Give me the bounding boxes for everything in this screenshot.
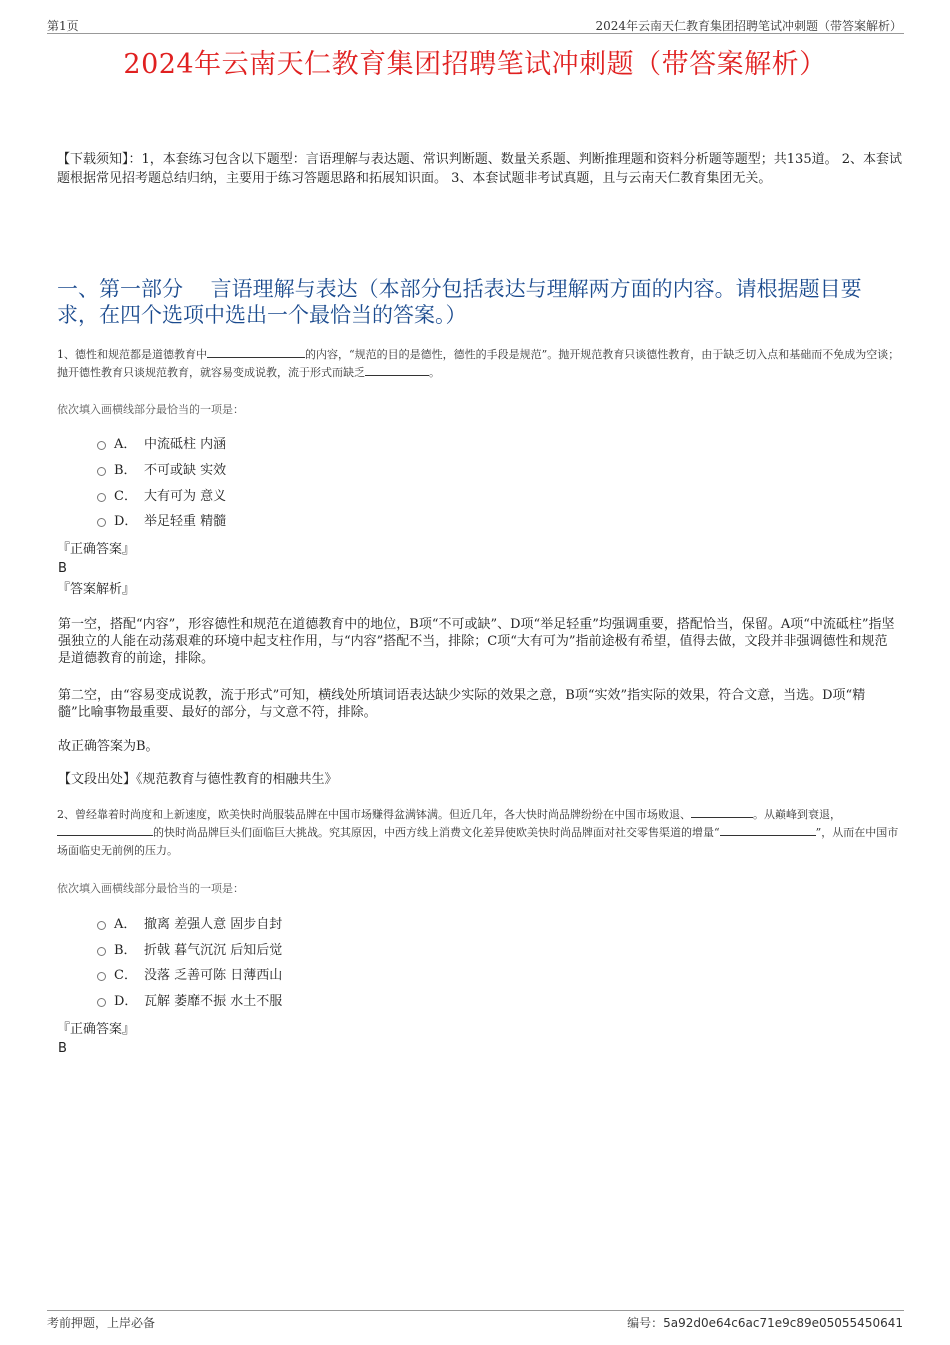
source-label: 【文段出处】	[58, 772, 137, 787]
option-text: 折戟 暮气沉沉 后知后觉	[144, 943, 283, 958]
question-2-part-c: 的快时尚品牌巨头们面临巨大挑战。究其原因，中西方线上消费文化差异使欧美快时尚品牌面对社交零售渠道的增量“	[153, 826, 720, 839]
option-text: 举足轻重 精髓	[144, 514, 227, 529]
option-text: 大有可为 意义	[144, 489, 227, 504]
q2-answer: B	[58, 1041, 67, 1056]
q1-option-a[interactable]	[97, 436, 226, 454]
question-1-part-a: 1、德性和规范都是道德教育中	[57, 348, 207, 361]
header-doc-title: 2024年云南天仁教育集团招聘笔试冲刺题（带答案解析）	[595, 19, 902, 33]
option-letter: D．	[114, 514, 138, 529]
question-1-prompt: 依次填入画横线部分最恰当的一项是：	[57, 403, 244, 416]
option-text: 撤离 差强人意 固步自封	[144, 917, 283, 932]
option-letter: C．	[114, 968, 137, 983]
q2-option-b[interactable]	[97, 942, 282, 960]
question-1-text	[57, 346, 903, 382]
footer-code	[627, 1314, 903, 1331]
q1-analysis-paragraph-1: 第一空，搭配“内容”，形容德性和规范在道德教育中的地位，B项“不可或缺”、D项“举足轻重”均强调重要，搭配恰当，保留。A项“中流砥柱”指坚强独立的人能在动荡艰难的环境中起支柱作用，与“内容”搭配不当，排除；C项“大有可为”指前途极有希望，值得去做，文段并非强调德性和规范是道德教育的前途，排除。	[58, 617, 895, 666]
q2-answer-label: 『正确答案』	[57, 1022, 136, 1037]
footer-slogan: 考前押题，上岸必备	[47, 1316, 156, 1330]
radio-icon[interactable]	[97, 947, 106, 956]
radio-icon[interactable]	[97, 441, 106, 450]
radio-icon[interactable]	[97, 467, 106, 476]
q1-option-b[interactable]	[97, 462, 226, 480]
question-2-part-a: 2、曾经靠着时尚度和上新速度，欧美快时尚服装品牌在中国市场赚得盆满钵满。但近几年，各大快时尚品牌纷纷在中国市场败退、	[57, 808, 691, 821]
option-text: 瓦解 萎靡不振 水土不服	[144, 994, 283, 1009]
radio-icon[interactable]	[97, 921, 106, 930]
page-number: 第1页	[47, 19, 79, 33]
q1-option-d[interactable]	[97, 513, 226, 531]
q1-answer: B	[58, 561, 67, 576]
blank-2	[365, 365, 429, 376]
question-2-text	[57, 806, 903, 860]
radio-icon[interactable]	[97, 493, 106, 502]
question-2-prompt: 依次填入画横线部分最恰当的一项是：	[57, 882, 244, 895]
blank-1	[207, 347, 305, 358]
option-letter: D．	[114, 994, 138, 1009]
blank-3	[720, 825, 816, 836]
q2-option-a[interactable]	[97, 916, 282, 934]
q1-option-c[interactable]	[97, 488, 226, 506]
option-letter: C．	[114, 489, 137, 504]
radio-icon[interactable]	[97, 518, 106, 527]
question-1-part-c: 。	[429, 366, 440, 379]
radio-icon[interactable]	[97, 998, 106, 1007]
blank-2	[57, 825, 153, 836]
q1-conclusion: 故正确答案为B。	[58, 739, 159, 754]
q2-option-c[interactable]	[97, 967, 282, 985]
option-text: 中流砥柱 内涵	[144, 437, 227, 452]
document-title: 2024年云南天仁教育集团招聘笔试冲刺题（带答案解析）	[123, 49, 827, 80]
q1-analysis-paragraph-2: 第二空，由“容易变成说教，流于形式”可知，横线处所填词语表达缺少实际的效果之意，B项“实效”指实际的效果，符合文意，当选。D项“精髓”比喻事物最重要、最好的部分，与文意不符，排除。	[58, 688, 866, 720]
question-1-part-b: 的内容，“规范的目的是德性，德性的手段是规范”。抛开规范教育只谈德性教育，由于缺乏切入点和基础而不免成为空谈；抛开德性教育只谈规范教育，就容易变成说教，流于形式而缺乏	[57, 348, 900, 379]
option-letter: A．	[114, 437, 137, 452]
question-2-part-d: ”，从而在中国市场面临史无前例的压力。	[57, 826, 899, 857]
footer-divider	[47, 1310, 904, 1311]
option-letter: B．	[114, 943, 137, 958]
code-value: 5a92d0e64c6ac71e9c89e05055450641	[663, 1316, 903, 1330]
option-letter: A．	[114, 917, 137, 932]
option-letter: B．	[114, 463, 137, 478]
option-text: 不可或缺 实效	[144, 463, 227, 478]
header-divider	[47, 33, 904, 34]
q2-option-d[interactable]	[97, 993, 282, 1011]
download-notice: 【下载须知】：1，本套练习包含以下题型：言语理解与表达题、常识判断题、数量关系题、判断推理题和资料分析题等题型；共135道。 2、本套试题根据常见招考题总结归纳，主要用于练习答题思路和拓展知识面。 3、本套试题非考试真题，且与云南天仁教育集团无关。	[57, 152, 902, 186]
section-heading: 一、第一部分 言语理解与表达（本部分包括表达与理解两方面的内容。请根据题目要求，在四个选项中选出一个最恰当的答案。）	[57, 277, 862, 327]
q1-answer-label: 『正确答案』	[57, 542, 136, 557]
radio-icon[interactable]	[97, 972, 106, 981]
source-title: 《规范教育与德性教育的相融共生》	[136, 772, 338, 787]
question-2-part-b: 。从巅峰到衰退，	[753, 808, 841, 821]
q1-source	[58, 771, 896, 788]
option-text: 没落 乏善可陈 日薄西山	[144, 968, 283, 983]
code-label: 编号：	[627, 1316, 664, 1330]
q1-analysis-label: 『答案解析』	[57, 582, 136, 597]
blank-1	[691, 807, 753, 818]
